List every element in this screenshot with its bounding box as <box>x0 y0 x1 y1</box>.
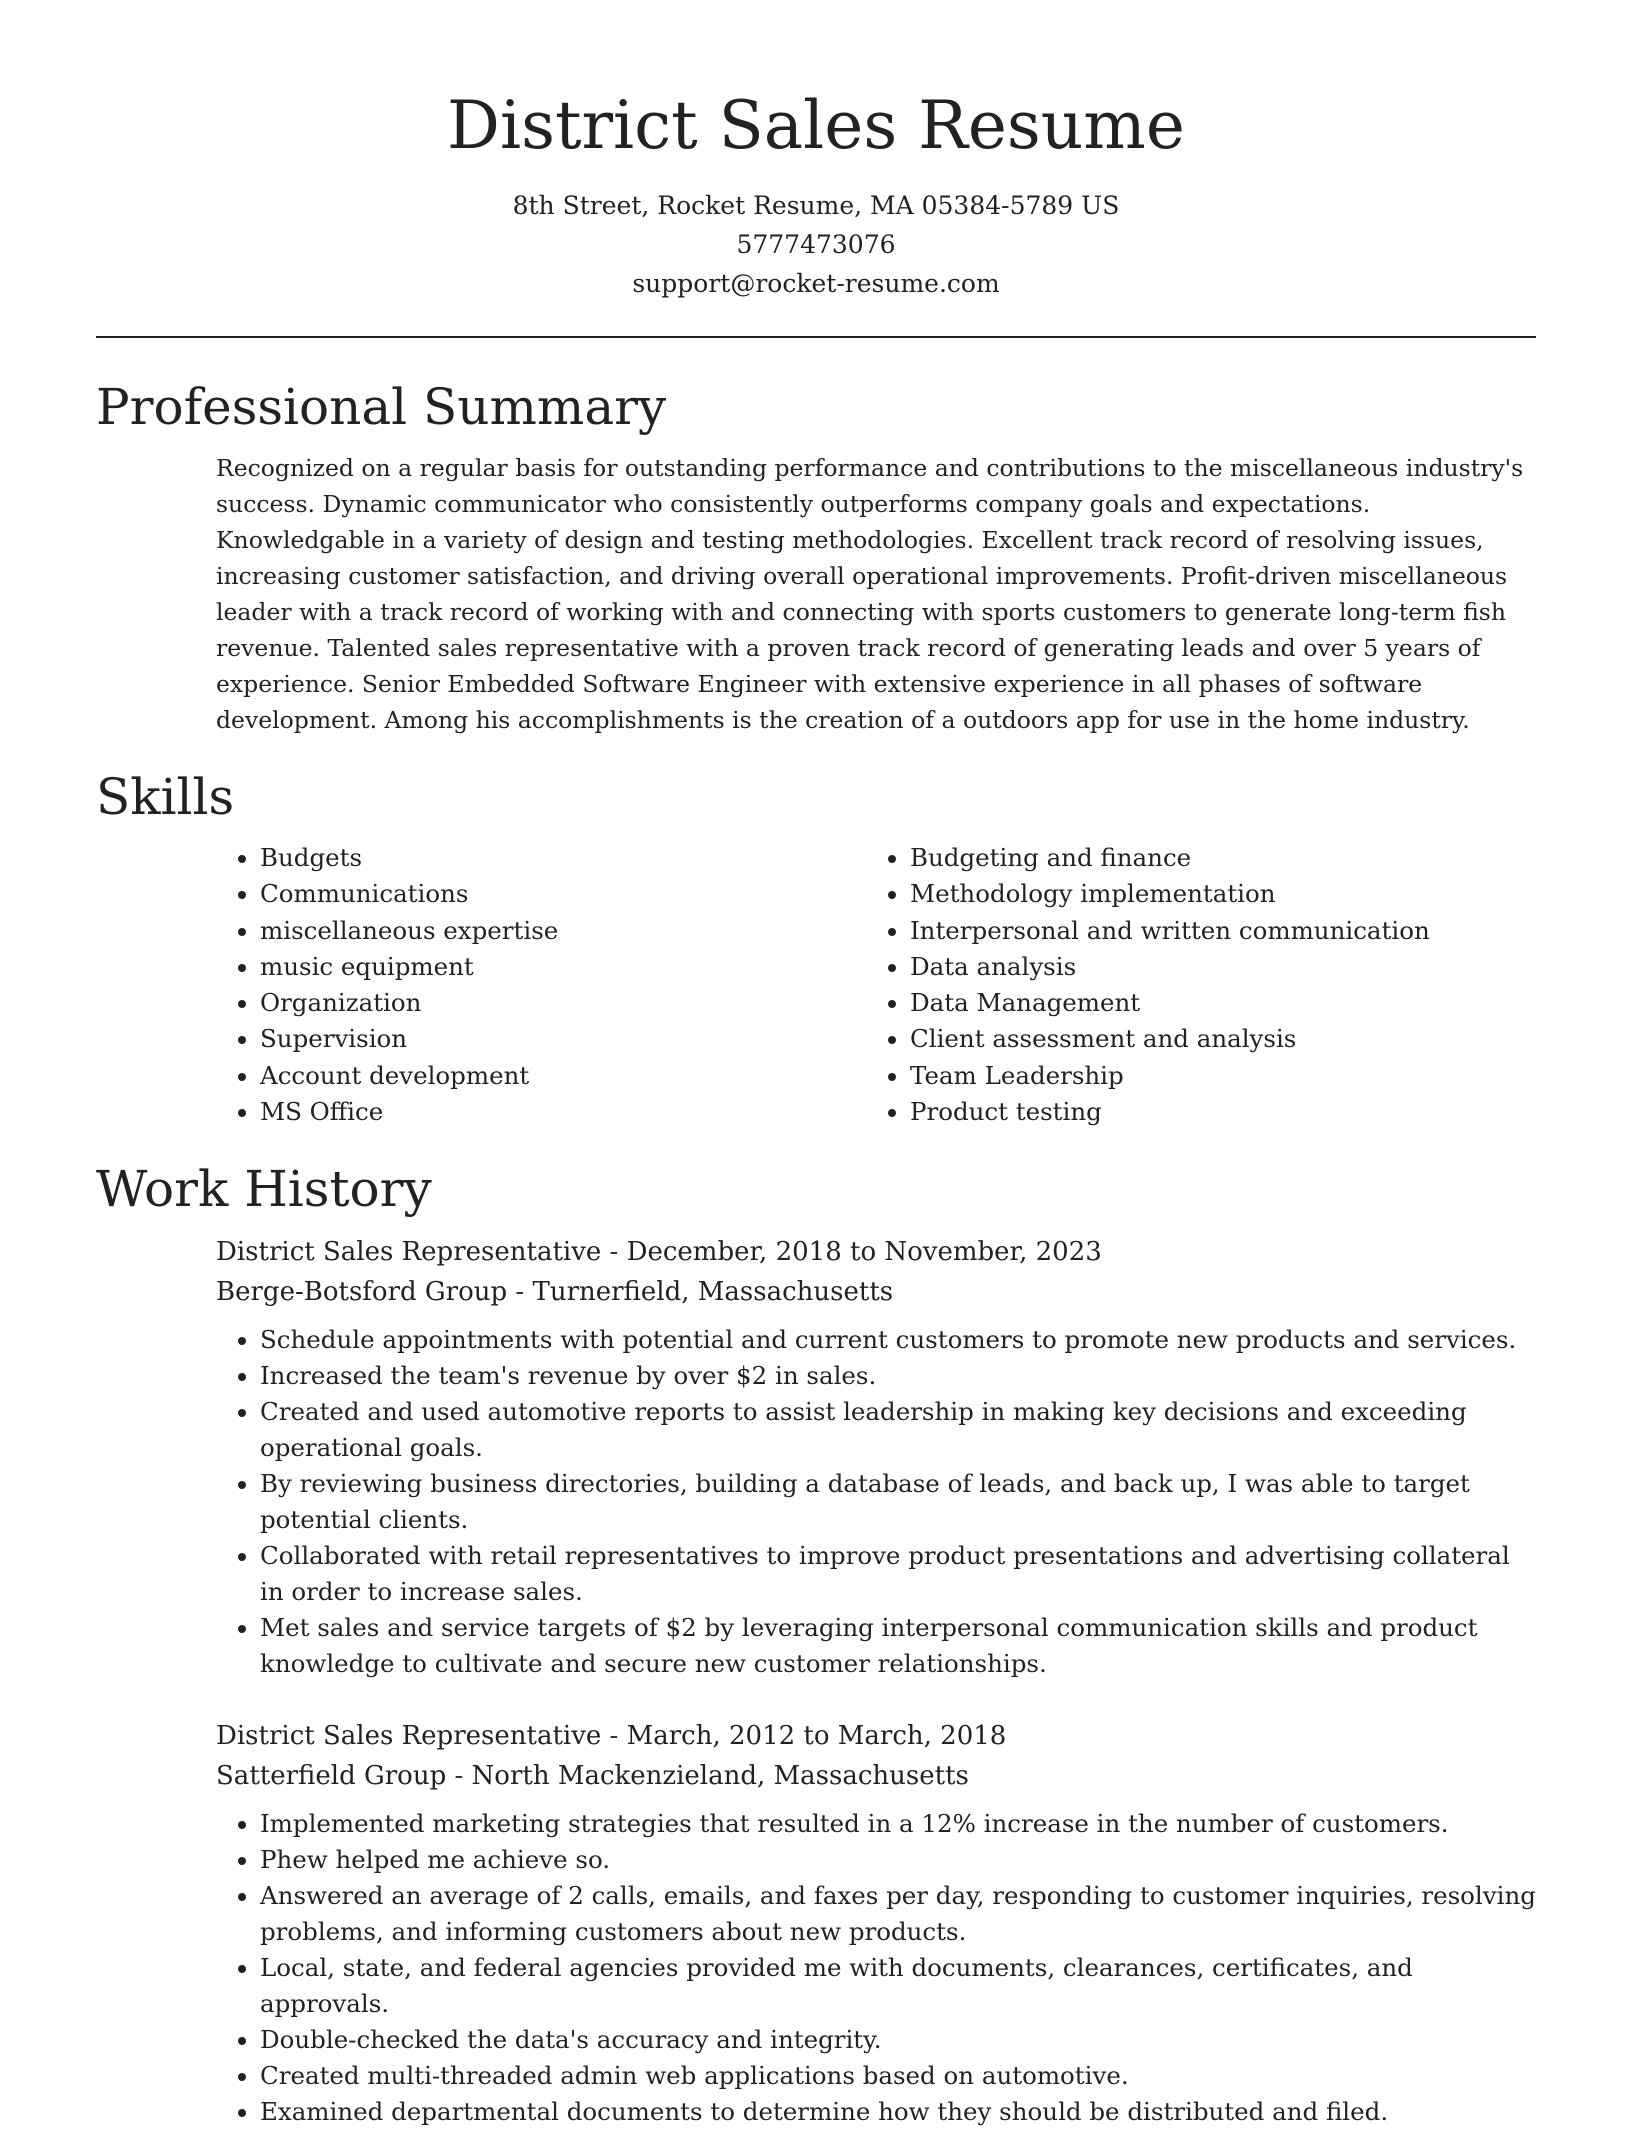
job-location: North Mackenzieland, Massachusetts <box>471 1761 969 1792</box>
job-bullet: • Phew helped me achieve so. <box>260 1842 1536 1878</box>
skills-heading: Skills <box>96 768 235 826</box>
work-history-heading: Work History <box>96 1160 432 1219</box>
skill-item: • Data analysis <box>910 949 1516 985</box>
separator: - <box>601 1721 627 1752</box>
skill-item: • Account development <box>260 1058 866 1094</box>
header-divider <box>96 336 1536 338</box>
skill-item: • music equipment <box>260 949 866 985</box>
skill-item: • Budgeting and finance <box>910 840 1516 876</box>
contact-email: support@rocket-resume.com <box>632 269 1000 298</box>
job-bullet: • Created multi-threaded admin web applications based on automotive. <box>260 2058 1536 2094</box>
skill-item: • Methodology implementation <box>910 876 1516 912</box>
job-bullet: • Implemented marketing strategies that resulted in a 12% increase in the number of customers. <box>260 1806 1536 1842</box>
skills-list-right <box>866 840 1516 1130</box>
job-location: Turnerfield, Massachusetts <box>532 1277 894 1308</box>
skill-item: • Interpersonal and written communication <box>910 913 1516 949</box>
skill-item: • Communications <box>260 876 866 912</box>
job-bullet: • Collaborated with retail representatives to improve product presentations and advertising collateral in order to increase sales. <box>260 1538 1536 1610</box>
skill-item: • MS Office <box>260 1094 866 1130</box>
resume-page <box>96 0 1536 2130</box>
separator: - <box>601 1237 627 1268</box>
job-bullet: • Created and used automotive reports to assist leadership in making key decisions and exceeding operational goals. <box>260 1394 1536 1466</box>
job-bullets <box>216 1322 1536 1682</box>
separator: - <box>507 1277 533 1308</box>
job-dates: March, 2012 to March, 2018 <box>626 1721 1007 1752</box>
job-entry <box>216 1716 1536 2130</box>
job-bullet: • By reviewing business directories, building a database of leads, and back up, I was able to target potential clients. <box>260 1466 1536 1538</box>
skill-item: • Product testing <box>910 1094 1516 1130</box>
job-dates: December, 2018 to November, 2023 <box>626 1237 1102 1268</box>
job-bullet: • Increased the team's revenue by over $2 in sales. <box>260 1358 1536 1394</box>
job-title: District Sales Representative <box>216 1237 602 1268</box>
job-bullet: • Local, state, and federal agencies provided me with documents, clearances, certificates, and approvals. <box>260 1950 1536 2022</box>
job-employer: Satterfield Group <box>216 1761 447 1792</box>
job-employer-line <box>216 1272 1536 1312</box>
job-bullet: • Examined departmental documents to determine how they should be distributed and filed. <box>260 2094 1536 2130</box>
job-bullet: • Schedule appointments with potential and current customers to promote new products and services. <box>260 1322 1536 1358</box>
contact-block <box>96 186 1536 303</box>
skill-item: • Client assessment and analysis <box>910 1021 1516 1057</box>
job-bullet: • Answered an average of 2 calls, emails, and faxes per day, responding to customer inquiries, resolving problems, and informing customers about new products. <box>260 1878 1536 1950</box>
skill-item: • Team Leadership <box>910 1058 1516 1094</box>
summary-heading: Professional Summary <box>96 378 667 436</box>
job-bullet: • Double-checked the data's accuracy and integrity. <box>260 2022 1536 2058</box>
job-title-line <box>216 1232 1536 1272</box>
contact-phone: 5777473076 <box>736 230 896 259</box>
resume-title: District Sales Resume <box>447 87 1185 164</box>
contact-address: 8th Street, Rocket Resume, MA 05384-5789 US <box>512 191 1120 220</box>
skill-item: • miscellaneous expertise <box>260 913 866 949</box>
skills-columns <box>216 840 1536 1130</box>
job-employer: Berge-Botsford Group <box>216 1277 508 1308</box>
skills-list-left <box>216 840 866 1130</box>
skill-item: • Supervision <box>260 1021 866 1057</box>
resume-header <box>96 0 1536 303</box>
separator: - <box>446 1761 472 1792</box>
job-employer-line <box>216 1756 1536 1796</box>
skill-item: • Organization <box>260 985 866 1021</box>
skill-item: • Data Management <box>910 985 1516 1021</box>
job-title: District Sales Representative <box>216 1721 602 1752</box>
job-bullets <box>216 1806 1536 2130</box>
job-entry <box>216 1232 1536 1682</box>
skill-item: • Budgets <box>260 840 866 876</box>
job-title-line <box>216 1716 1536 1756</box>
summary-text: Recognized on a regular basis for outstanding performance and contributions to the miscellaneous industry's success. Dynamic communicator who consistently outperforms company goals and expectations. Knowledgable in a variety of design and testing methodologies. Excellent track record of resolving issues, increasing customer satisfaction, and driving overall operational improvements. Profit-driven miscellaneous leader with a track record of working with and connecting with sports customers to generate long-term fish revenue. Talented sales representative with a proven track record of generating leads and over 5 years of experience. Senior Embedded Software Engineer with extensive experience in all phases of software development. Among his accomplishments is the creation of a outdoors app for use in the home industry. <box>216 454 1524 734</box>
job-bullet: • Met sales and service targets of $2 by leveraging interpersonal communication skills and product knowledge to cultivate and secure new customer relationships. <box>260 1610 1536 1682</box>
